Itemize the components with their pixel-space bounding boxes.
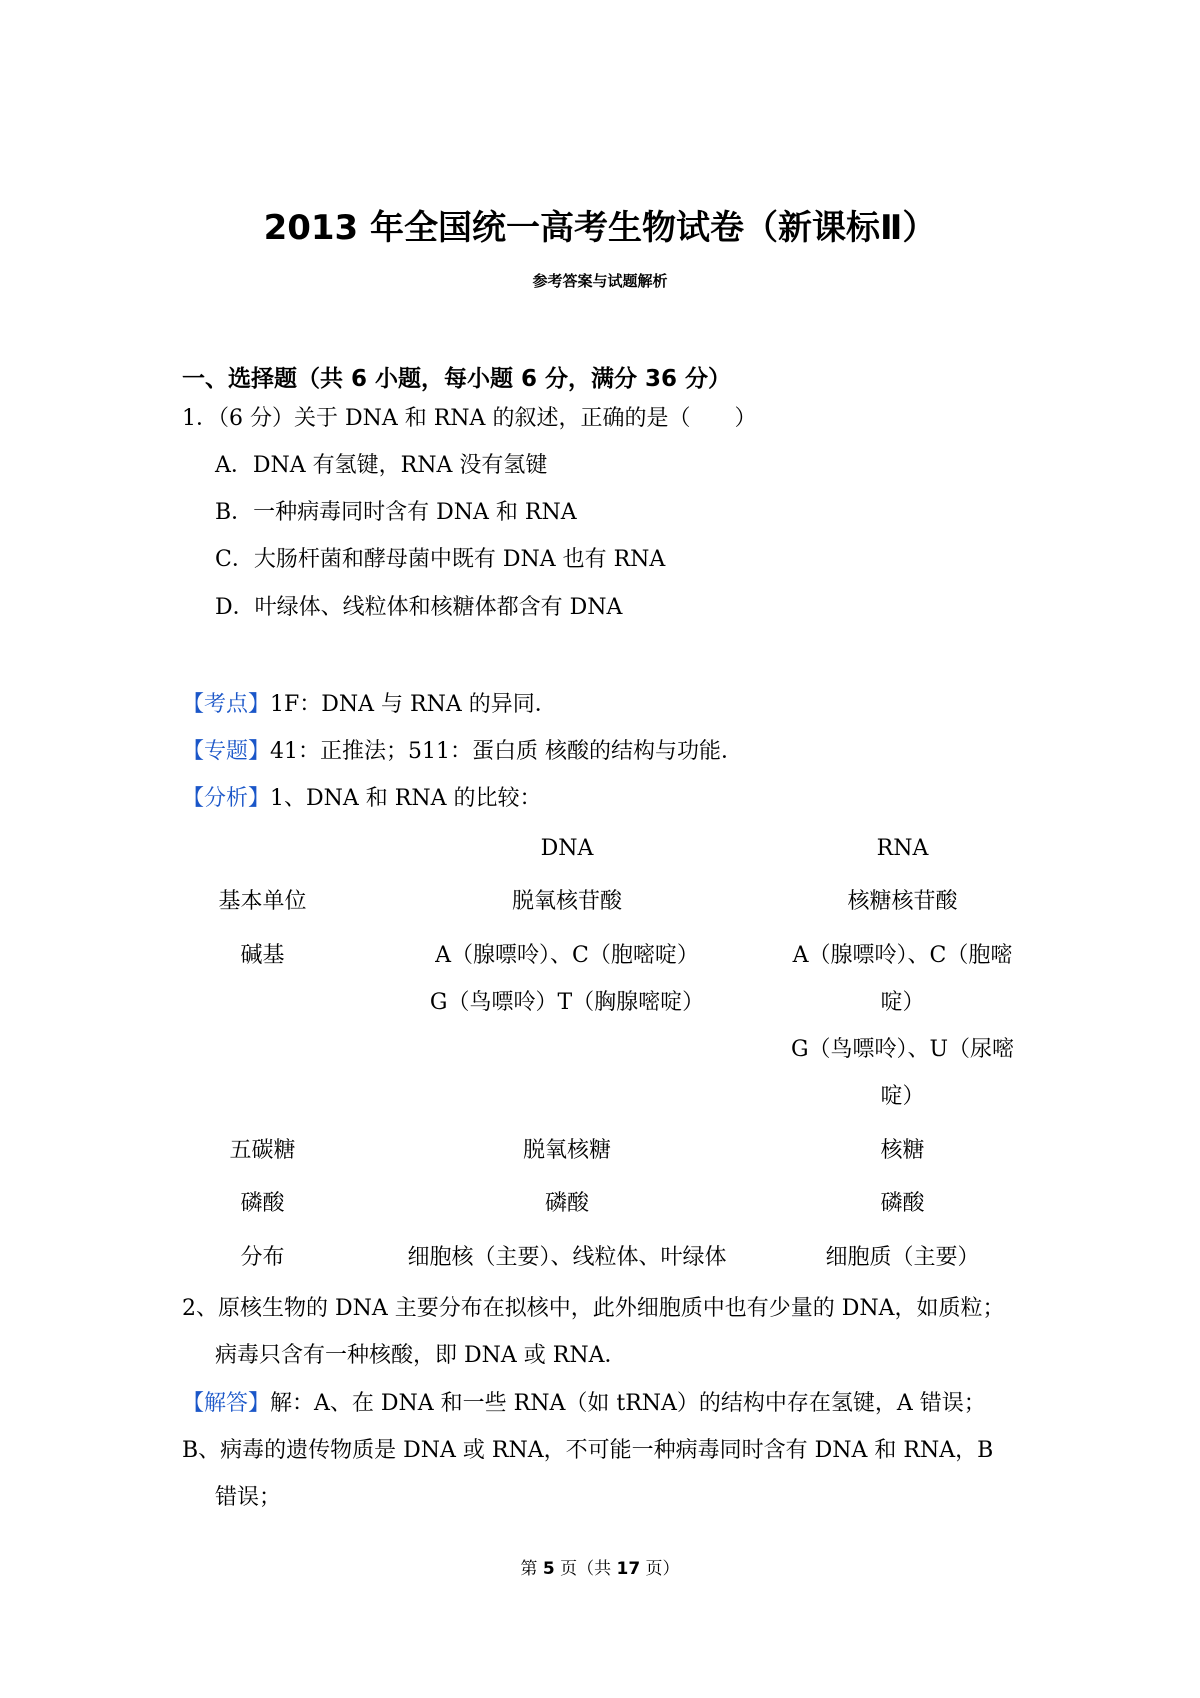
kaodian-tag: 【考点】 bbox=[182, 692, 271, 717]
question-stem: 1．（6 分）关于 DNA 和 RNA 的叙述，正确的是（ ） bbox=[182, 406, 757, 431]
row-label-unit: 基本单位 bbox=[218, 889, 307, 914]
section-heading: 一、选择题（共 6 小题，每小题 6 分，满分 36 分） bbox=[182, 366, 732, 392]
row-base-dna-2: G（鸟嘌呤）T（胸腺嘧啶） bbox=[429, 990, 705, 1015]
zhuanti-line bbox=[182, 737, 743, 767]
page-number: 5 bbox=[542, 1559, 555, 1579]
row-distribution-dna: 细胞核（主要）、线粒体、叶绿体 bbox=[407, 1245, 727, 1270]
point2-line2: 病毒只含有一种核酸，即 DNA 或 RNA． bbox=[215, 1343, 627, 1368]
row-base-dna-1: A（腺嘌呤）、C（胞嘧啶） bbox=[435, 943, 699, 968]
row-label-phosphate: 磷酸 bbox=[240, 1191, 285, 1216]
row-label-sugar: 五碳糖 bbox=[229, 1138, 296, 1163]
option-d: D．叶绿体、线粒体和核糖体都含有 DNA bbox=[215, 595, 623, 620]
fenxi-text: 1、DNA 和 RNA 的比较： bbox=[270, 786, 542, 811]
row-base-rna-3: G（鸟嘌呤）、U（尿嘧 bbox=[790, 1037, 1015, 1062]
row-sugar-rna: 核糖 bbox=[880, 1138, 925, 1163]
row-phosphate-rna: 磷酸 bbox=[880, 1191, 925, 1216]
option-b: B．一种病毒同时含有 DNA 和 RNA bbox=[215, 500, 577, 525]
answer-line1 bbox=[182, 1389, 986, 1419]
point2-line1: 2、原核生物的 DNA 主要分布在拟核中，此外细胞质中也有少量的 DNA，如质粒； bbox=[182, 1296, 1005, 1321]
page-title: 2013 年全国统一高考生物试卷（新课标Ⅱ） bbox=[263, 208, 937, 248]
row-unit-dna: 脱氧核苷酸 bbox=[511, 889, 622, 914]
row-sugar-dna: 脱氧核糖 bbox=[522, 1138, 611, 1163]
total-pages: 17 bbox=[616, 1559, 641, 1579]
row-distribution-rna: 细胞质（主要） bbox=[825, 1245, 980, 1270]
page-subtitle: 参考答案与试题解析 bbox=[532, 272, 668, 290]
option-c: C．大肠杆菌和酵母菌中既有 DNA 也有 RNA bbox=[215, 547, 666, 572]
page-footer: 第 5 页（共 17 页） bbox=[520, 1559, 680, 1579]
answer-text: 解：A、在 DNA 和一些 RNA（如 tRNA）的结构中存在氢键，A 错误； bbox=[270, 1391, 986, 1416]
kaodian-line bbox=[182, 690, 557, 720]
table-header-rna: RNA bbox=[876, 836, 929, 861]
table-header-dna: DNA bbox=[540, 836, 594, 861]
answer-line3: 错误； bbox=[215, 1485, 282, 1510]
answer-line2: B、病毒的遗传物质是 DNA 或 RNA，不可能一种病毒同时含有 DNA 和 RNA，B bbox=[182, 1438, 994, 1463]
row-base-rna-4: 啶） bbox=[880, 1084, 925, 1109]
zhuanti-text: 41：正推法；511：蛋白质 核酸的结构与功能． bbox=[270, 739, 743, 764]
row-phosphate-dna: 磷酸 bbox=[544, 1191, 589, 1216]
row-label-base: 碱基 bbox=[240, 943, 285, 968]
option-a: A．DNA 有氢键，RNA 没有氢键 bbox=[215, 453, 548, 478]
row-label-distribution: 分布 bbox=[240, 1245, 285, 1270]
zhuanti-tag: 【专题】 bbox=[182, 739, 271, 764]
fenxi-line bbox=[182, 784, 541, 814]
answer-tag: 【解答】 bbox=[182, 1391, 271, 1416]
row-unit-rna: 核糖核苷酸 bbox=[847, 889, 958, 914]
fenxi-tag: 【分析】 bbox=[182, 786, 271, 811]
row-base-rna-1: A（腺嘌呤）、C（胞嘧 bbox=[792, 943, 1013, 968]
kaodian-text: 1F：DNA 与 RNA 的异同． bbox=[270, 692, 557, 717]
row-base-rna-2: 啶） bbox=[880, 990, 925, 1015]
